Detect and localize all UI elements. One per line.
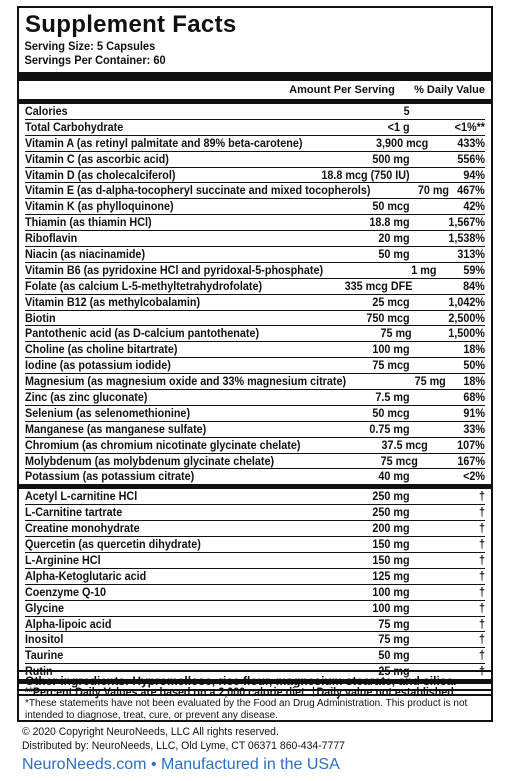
daily-value: 1,042% bbox=[448, 294, 485, 309]
amount-value: 25 mcg bbox=[372, 294, 410, 309]
ingredient-name: Chromium (as chromium nicotinate glycinate chelate) bbox=[25, 437, 301, 452]
daily-value: † bbox=[478, 600, 485, 615]
ingredient-name: Biotin bbox=[25, 310, 56, 325]
ingredient-name: Taurine bbox=[25, 648, 64, 663]
footnote: **Percent Daily Values are based on a 2,000 calorie diet. †Daily value not established. bbox=[24, 687, 457, 700]
ingredient-name: L-Arginine HCl bbox=[25, 552, 101, 567]
daily-value: 68% bbox=[463, 390, 485, 405]
ingredient-name: Vitamin B12 (as methylcobalamin) bbox=[25, 294, 201, 309]
table-row bbox=[25, 390, 485, 406]
amount-value: 1 mg bbox=[411, 262, 437, 277]
amount-header: Amount Per Serving bbox=[289, 84, 395, 96]
daily-value: 94% bbox=[463, 167, 485, 182]
other-ingredients-text: Other ingredients: Hypromellose, rice flour, magnesium stearate, and silica. bbox=[25, 674, 457, 688]
daily-value: 313% bbox=[457, 247, 485, 262]
ingredient-name: Inositol bbox=[25, 632, 64, 647]
fda-statement-box bbox=[17, 694, 493, 722]
table-row bbox=[25, 406, 485, 422]
ingredient-name: Zinc (as zinc gluconate) bbox=[25, 390, 148, 405]
ingredient-name: Creatine monohydrate bbox=[25, 521, 140, 536]
amount-value: 100 mg bbox=[372, 600, 410, 615]
amount-value: 150 mg bbox=[372, 537, 410, 552]
amount-value: 500 mg bbox=[372, 151, 410, 166]
amount-value: 75 mg bbox=[378, 616, 410, 631]
daily-value: <2% bbox=[463, 469, 485, 484]
daily-value: † bbox=[478, 552, 485, 567]
ingredient-name: Vitamin B6 (as pyridoxine HCl and pyridoxal-5-phosphate) bbox=[25, 262, 324, 277]
fda-statement-text: *These statements have not been evaluated by the Food an Drug Administration. This product is not intended to diagnose, treat, cure, or prevent any disease. bbox=[25, 698, 468, 721]
amount-value: 100 mg bbox=[372, 342, 410, 357]
table-row bbox=[25, 247, 485, 263]
table-row bbox=[25, 120, 485, 136]
daily-value: 2,500% bbox=[448, 310, 485, 325]
daily-value: † bbox=[478, 616, 485, 631]
daily-value: 1,500% bbox=[448, 326, 485, 341]
amount-value: 75 mg bbox=[414, 374, 446, 389]
table-row bbox=[25, 469, 485, 484]
ingredient-name: Vitamin E (as d-alpha-tocopheryl succinate and mixed tocopherols) bbox=[25, 183, 371, 198]
column-header bbox=[19, 81, 491, 99]
table-row bbox=[25, 311, 485, 327]
ingredient-name: Potassium (as potassium citrate) bbox=[25, 469, 195, 484]
daily-value: 433% bbox=[457, 135, 485, 150]
copyright-line: © 2020 Copyright NeuroNeeds, LLC All rights reserved. bbox=[22, 726, 279, 738]
daily-value: 556% bbox=[457, 151, 485, 166]
table-row bbox=[25, 601, 485, 617]
daily-value: 1,567% bbox=[448, 215, 485, 230]
ingredient-name: Vitamin C (as ascorbic acid) bbox=[25, 151, 169, 166]
table-row bbox=[25, 326, 485, 342]
ingredient-name: Vitamin A (as retinyl palmitate and 89% beta-carotene) bbox=[25, 135, 303, 150]
amount-value: 250 mg bbox=[372, 505, 410, 520]
other-ingredients-box bbox=[17, 670, 493, 691]
amount-value: 100 mg bbox=[372, 584, 410, 599]
ingredient-name: Manganese (as manganese sulfate) bbox=[25, 421, 207, 436]
daily-value: 91% bbox=[463, 405, 485, 420]
table-row bbox=[25, 215, 485, 231]
table-row bbox=[25, 183, 485, 199]
amount-value: 5 bbox=[403, 104, 410, 118]
daily-value: 33% bbox=[463, 421, 485, 436]
daily-value: 59% bbox=[463, 262, 485, 277]
daily-value: 167% bbox=[457, 453, 485, 468]
table-row bbox=[25, 422, 485, 438]
daily-value: † bbox=[478, 664, 485, 679]
ingredient-name: Quercetin (as quercetin dihydrate) bbox=[25, 537, 201, 552]
table-row bbox=[25, 438, 485, 454]
ingredient-name: Niacin (as niacinamide) bbox=[25, 247, 146, 262]
table-row bbox=[25, 569, 485, 585]
servings-per-container: Servings Per Container: 60 bbox=[24, 53, 166, 67]
amount-value: 250 mg bbox=[372, 489, 410, 504]
table-row bbox=[25, 231, 485, 247]
amount-value: 125 mg bbox=[372, 568, 410, 583]
ingredient-name: Vitamin K (as phylloquinone) bbox=[25, 199, 174, 214]
daily-value: † bbox=[478, 632, 485, 647]
ingredient-name: Thiamin (as thiamin HCl) bbox=[25, 215, 152, 230]
table-row bbox=[25, 295, 485, 311]
amount-value: 150 mg bbox=[372, 552, 410, 567]
ingredient-name: Pantothenic acid (as D-calcium pantothenate) bbox=[25, 326, 260, 341]
amount-value: 7.5 mg bbox=[375, 390, 410, 405]
table-row bbox=[25, 136, 485, 152]
amount-value: 75 mcg bbox=[372, 358, 410, 373]
table-row bbox=[25, 537, 485, 553]
daily-value: 467% bbox=[457, 183, 485, 198]
ingredient-name: Glycine bbox=[25, 600, 65, 615]
ingredient-name: Coenzyme Q-10 bbox=[25, 584, 107, 599]
ingredient-name: L-Carnitine tartrate bbox=[25, 505, 123, 520]
daily-value: <1%** bbox=[454, 119, 485, 134]
brand-line: NeuroNeeds.com • Manufactured in the USA bbox=[22, 756, 340, 773]
ingredient-name: Vitamin D (as cholecalciferol) bbox=[25, 167, 176, 182]
company-info bbox=[22, 725, 345, 753]
table-row bbox=[25, 648, 485, 664]
table-row bbox=[25, 168, 485, 184]
daily-value: † bbox=[478, 584, 485, 599]
amount-value: 200 mg bbox=[372, 521, 410, 536]
table-row bbox=[25, 199, 485, 215]
daily-value bbox=[422, 104, 485, 119]
table-row bbox=[25, 263, 485, 279]
amount-value: 50 mg bbox=[378, 247, 410, 262]
amount-value: 40 mg bbox=[378, 469, 410, 484]
amount-value: 75 mg bbox=[380, 326, 412, 341]
supplement-facts-panel bbox=[17, 6, 493, 722]
daily-value: † bbox=[478, 537, 485, 552]
amount-value: 50 mg bbox=[378, 648, 410, 663]
amount-value: 37.5 mcg bbox=[381, 437, 428, 452]
daily-value: 1,538% bbox=[448, 231, 485, 246]
table-row bbox=[25, 585, 485, 601]
table-row bbox=[25, 505, 485, 521]
daily-value: 18% bbox=[463, 374, 485, 389]
daily-value: 18% bbox=[463, 342, 485, 357]
daily-value: 42% bbox=[463, 199, 485, 214]
ingredient-name: Alpha-lipoic acid bbox=[25, 616, 112, 631]
amount-value: 75 mcg bbox=[380, 453, 418, 468]
amount-value: 75 mg bbox=[378, 632, 410, 647]
amount-value: 70 mg bbox=[417, 183, 449, 198]
table-row bbox=[25, 454, 485, 470]
ingredient-name: Magnesium (as magnesium oxide and 33% magnesium citrate) bbox=[25, 374, 347, 389]
daily-value: † bbox=[478, 648, 485, 663]
table-row bbox=[25, 489, 485, 505]
table-row bbox=[25, 617, 485, 633]
ingredient-name: Iodine (as potassium iodide) bbox=[25, 358, 171, 373]
ingredient-name: Alpha-Ketoglutaric acid bbox=[25, 568, 147, 583]
ingredient-name: Selenium (as selenomethionine) bbox=[25, 405, 191, 420]
amount-value: 20 mg bbox=[378, 231, 410, 246]
amount-value: 25 mg bbox=[378, 664, 410, 679]
daily-value: 107% bbox=[457, 437, 485, 452]
ingredient-name: Molybdenum (as molybdenum glycinate chelate) bbox=[25, 453, 275, 468]
table-row bbox=[25, 358, 485, 374]
table-row bbox=[25, 553, 485, 569]
daily-value: † bbox=[478, 568, 485, 583]
table-row bbox=[25, 279, 485, 295]
ingredient-name: Total Carbohydrate bbox=[25, 119, 124, 134]
thick-divider bbox=[19, 72, 491, 81]
daily-value: 50% bbox=[463, 358, 485, 373]
daily-value: 84% bbox=[463, 278, 485, 293]
table-row bbox=[25, 632, 485, 648]
table-row bbox=[25, 104, 485, 120]
daily-value: † bbox=[478, 521, 485, 536]
table-row bbox=[25, 521, 485, 537]
ingredient-name: Riboflavin bbox=[25, 231, 78, 246]
amount-value: 18.8 mg bbox=[369, 215, 410, 230]
table-row bbox=[25, 374, 485, 390]
daily-value: † bbox=[478, 489, 485, 504]
distributor-line: Distributed by: NeuroNeeds, LLC, Old Lyme, CT 06371 860-434-7777 bbox=[22, 740, 345, 752]
amount-value: 18.8 mcg (750 IU) bbox=[321, 167, 410, 182]
nutrient-list bbox=[19, 104, 491, 484]
amount-value: 50 mcg bbox=[372, 199, 410, 214]
table-row bbox=[25, 342, 485, 358]
panel-title: Supplement Facts bbox=[25, 11, 237, 38]
daily-value: † bbox=[478, 505, 485, 520]
ingredient-name: Calories bbox=[25, 104, 68, 118]
amount-value: 0.75 mg bbox=[369, 421, 410, 436]
amount-value: <1 g bbox=[387, 119, 410, 134]
table-row bbox=[25, 152, 485, 168]
amount-value: 335 mcg DFE bbox=[345, 278, 413, 293]
ingredient-name: Choline (as choline bitartrate) bbox=[25, 342, 178, 357]
ingredient-name: Folate (as calcium L-5-methyltetrahydrofolate) bbox=[25, 278, 263, 293]
other-ingredient-list bbox=[19, 489, 491, 679]
serving-size: Serving Size: 5 Capsules bbox=[24, 39, 156, 53]
amount-value: 50 mcg bbox=[372, 405, 410, 420]
amount-value: 750 mcg bbox=[366, 310, 410, 325]
ingredient-name: Rutin bbox=[25, 664, 53, 679]
amount-value: 3,900 mcg bbox=[376, 135, 429, 150]
dv-header: % Daily Value bbox=[414, 84, 485, 96]
ingredient-name: Acetyl L-carnitine HCl bbox=[25, 489, 138, 504]
